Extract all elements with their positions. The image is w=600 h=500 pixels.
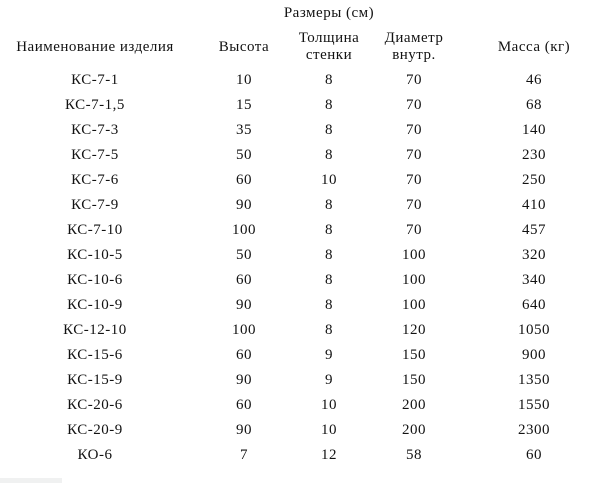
- cell-mass: 68: [526, 97, 543, 113]
- cell-product-name: КС-15-9: [67, 372, 123, 388]
- cell-mass: 230: [522, 147, 547, 163]
- cell-height: 60: [236, 347, 252, 363]
- cell-product-name: КС-7-9: [71, 197, 119, 213]
- cell-product-name: КС-15-6: [67, 347, 123, 363]
- cell-product-name: КС-7-5: [71, 147, 119, 163]
- cell-wall-thickness: 8: [325, 272, 333, 288]
- cell-product-name: КС-7-10: [67, 222, 123, 238]
- table-row: [0, 93, 600, 118]
- col-header-height: Высота: [218, 38, 270, 55]
- cell-height: 7: [240, 447, 248, 463]
- cell-inner-diameter: 70: [406, 172, 422, 188]
- cell-product-name: КС-10-9: [67, 297, 123, 313]
- sizes-group-header: Размеры (см): [283, 4, 375, 21]
- cell-inner-diameter: 70: [406, 147, 422, 163]
- cell-wall-thickness: 8: [325, 147, 333, 163]
- cell-inner-diameter: 200: [402, 397, 426, 413]
- cell-mass: 60: [526, 447, 543, 463]
- cell-height: 90: [236, 197, 252, 213]
- cell-mass: 1350: [518, 372, 551, 388]
- table-row: [0, 118, 600, 143]
- table-body: [0, 68, 600, 468]
- header-columns-row: [0, 26, 600, 68]
- table-row: [0, 418, 600, 443]
- cell-wall-thickness: 8: [325, 222, 333, 238]
- cell-wall-thickness: 10: [321, 422, 337, 438]
- cell-mass: 250: [522, 172, 547, 188]
- cell-product-name: КО-6: [77, 447, 113, 463]
- cell-product-name: КС-7-1,5: [65, 97, 125, 113]
- table-row: [0, 293, 600, 318]
- cell-wall-thickness: 9: [325, 347, 333, 363]
- table-row: [0, 368, 600, 393]
- cell-inner-diameter: 100: [402, 297, 426, 313]
- col-header-wall-thickness: [298, 26, 360, 68]
- table-row: [0, 143, 600, 168]
- cell-inner-diameter: 70: [406, 72, 422, 88]
- table-row: [0, 343, 600, 368]
- cell-height: 90: [236, 372, 252, 388]
- cell-wall-thickness: 8: [325, 197, 333, 213]
- cell-wall-thickness: 8: [325, 322, 333, 338]
- cell-mass: 410: [522, 197, 547, 213]
- cell-height: 15: [236, 97, 252, 113]
- cell-wall-thickness: 9: [325, 372, 333, 388]
- cell-height: 100: [232, 222, 256, 238]
- cell-height: 100: [232, 322, 256, 338]
- cell-product-name: КС-7-6: [71, 172, 119, 188]
- cell-mass: 900: [522, 347, 547, 363]
- header-group-spacer-right: [468, 0, 600, 26]
- cell-height: 60: [236, 172, 252, 188]
- table-row: [0, 393, 600, 418]
- cell-height: 50: [236, 147, 252, 163]
- col-header-inner-diameter: [360, 26, 468, 68]
- table-row: [0, 218, 600, 243]
- cell-inner-diameter: 70: [406, 197, 422, 213]
- cell-wall-thickness: 8: [325, 247, 333, 263]
- cell-product-name: КС-10-6: [67, 272, 123, 288]
- cell-wall-thickness: 12: [321, 447, 337, 463]
- cell-mass: 320: [522, 247, 547, 263]
- col-header-mass: Масса (кг): [497, 38, 571, 55]
- cell-inner-diameter: 100: [402, 272, 426, 288]
- cell-inner-diameter: 100: [402, 247, 426, 263]
- cell-wall-thickness: 10: [321, 172, 337, 188]
- scan-artifact: [0, 478, 62, 483]
- cell-product-name: КС-12-10: [63, 322, 127, 338]
- col-header-inner-diameter-label: Диаметр внутр.: [384, 30, 444, 63]
- cell-mass: 1050: [518, 322, 551, 338]
- col-header-wall-thickness-label: Толщина стенки: [298, 30, 360, 63]
- cell-inner-diameter: 58: [406, 447, 422, 463]
- cell-mass: 340: [522, 272, 547, 288]
- cell-inner-diameter: 150: [402, 372, 426, 388]
- header-group-row: [0, 0, 600, 26]
- col-header-name: Наименование изделия: [16, 38, 174, 55]
- cell-height: 60: [236, 272, 252, 288]
- cell-product-name: КС-20-6: [67, 397, 123, 413]
- table-row: [0, 443, 600, 468]
- table-row: [0, 318, 600, 343]
- cell-inner-diameter: 70: [406, 222, 422, 238]
- cell-mass: 46: [526, 72, 543, 88]
- cell-wall-thickness: 8: [325, 122, 333, 138]
- table-row: [0, 193, 600, 218]
- cell-inner-diameter: 150: [402, 347, 426, 363]
- cell-product-name: КС-10-5: [67, 247, 123, 263]
- cell-height: 50: [236, 247, 252, 263]
- cell-inner-diameter: 70: [406, 122, 422, 138]
- cell-inner-diameter: 120: [402, 322, 426, 338]
- cell-inner-diameter: 200: [402, 422, 426, 438]
- header-group-spacer-left: [0, 0, 190, 26]
- cell-mass: 2300: [518, 422, 551, 438]
- cell-wall-thickness: 10: [321, 397, 337, 413]
- cell-height: 10: [236, 72, 252, 88]
- table-row: [0, 168, 600, 193]
- cell-mass: 640: [522, 297, 547, 313]
- table-row: [0, 268, 600, 293]
- cell-wall-thickness: 8: [325, 97, 333, 113]
- cell-product-name: КС-20-9: [67, 422, 123, 438]
- cell-wall-thickness: 8: [325, 72, 333, 88]
- cell-height: 90: [236, 297, 252, 313]
- table-row: [0, 68, 600, 93]
- cell-height: 60: [236, 397, 252, 413]
- table-row: [0, 243, 600, 268]
- cell-mass: 140: [522, 122, 547, 138]
- cell-wall-thickness: 8: [325, 297, 333, 313]
- cell-mass: 457: [522, 222, 547, 238]
- cell-mass: 1550: [518, 397, 551, 413]
- cell-height: 35: [236, 122, 252, 138]
- cell-product-name: КС-7-3: [71, 122, 119, 138]
- cell-product-name: КС-7-1: [71, 72, 119, 88]
- cell-inner-diameter: 70: [406, 97, 422, 113]
- cell-height: 90: [236, 422, 252, 438]
